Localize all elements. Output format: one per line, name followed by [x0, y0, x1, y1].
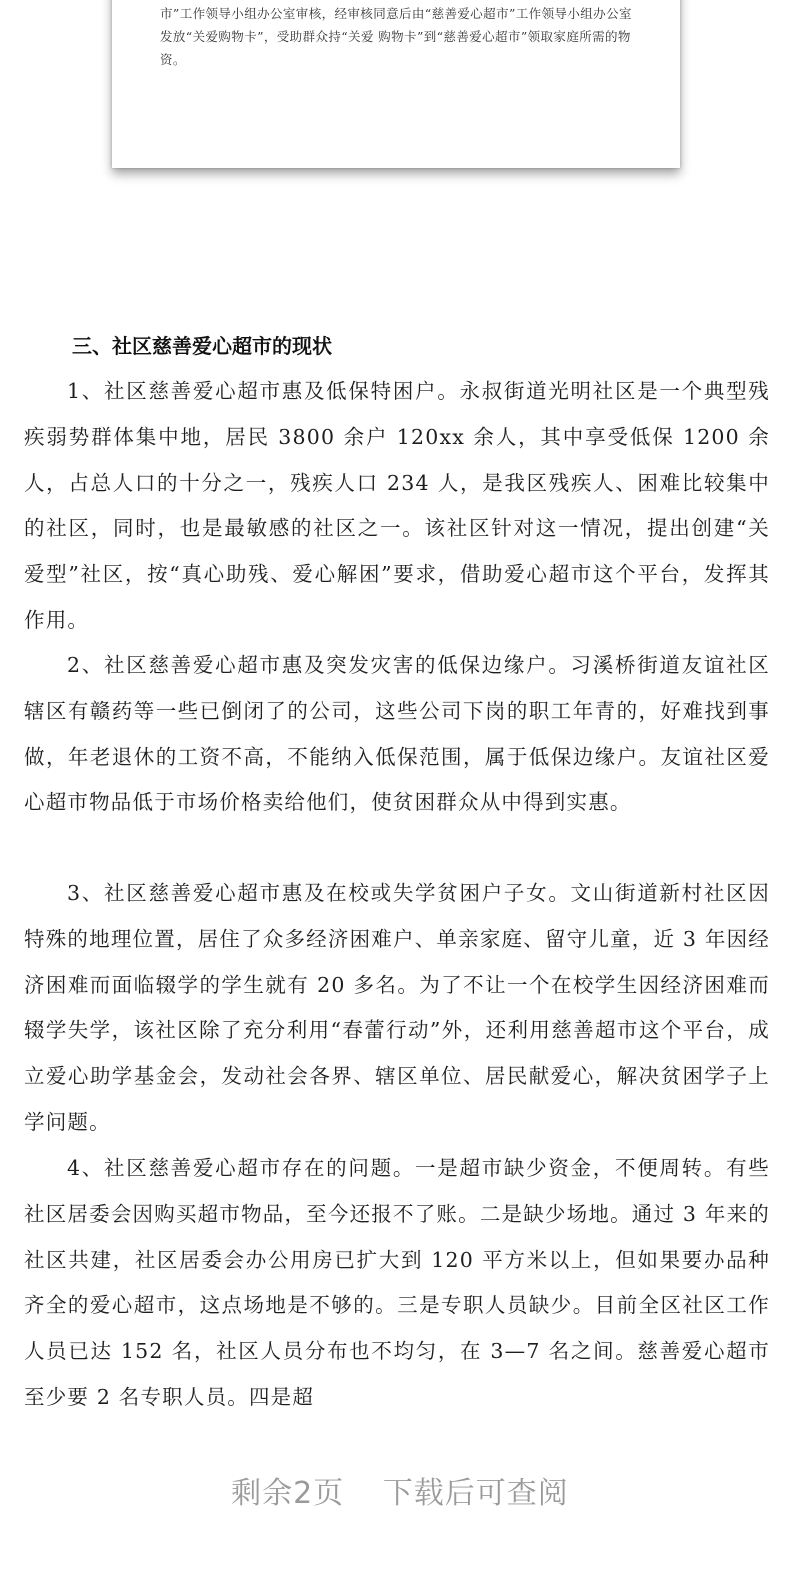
paragraph: 2、社区慈善爱心超市惠及突发灾害的低保边缘户。习溪桥街道友谊社区辖区有赣药等一些已倒闭了的公司，这些公司下岗的职工年青的，好难找到事做，年老退休的工资不高，不能纳入低保范围，属于低保边缘户。友谊社区爱心超市物品低于市场价格卖给他们，使贫困群众从中得到实惠。 [24, 653, 770, 815]
paragraph: 1、社区慈善爱心超市惠及低保特困户。永叔街道光明社区是一个典型残疾弱势群体集中地，居民 3800 余户 120xx 余人，其中享受低保 1200 余人，占总人口的十分之一，残疾人口 234 人，是我区残疾人、困难比较集中的社区，同时，也是最敏感的社区之一。该社区针对这一情况，提出创建“关爱型”社区，按“真心助残、爱心解困”要求，借助爱心超市这个平台，发挥其作用。 [24, 379, 770, 632]
paragraph: 3、社区慈善爱心超市惠及在校或失学贫困户子女。文山街道新村社区因特殊的地理位置，居住了众多经济困难户、单亲家庭、留守儿童，近 3 年因经济困难而面临辍学的学生就有 20 多名。为了不让一个在校学生因经济困难而辍学失学，该社区除了充分利用“春蕾行动”外，还利用慈善超市这个平台，成立爱心助学基金会，发动社会各界、辖区单位、居民献爱心，解决贫困学子上学问题。 [24, 881, 770, 1134]
card-text: 市”工作领导小组办公室审核，经审核同意后由“慈善爱心超市”工作领导小组办公室发放“关爱购物卡”，受助群众持“关爱 购物卡”到“慈善爱心超市”领取家庭所需的物资。 [160, 6, 632, 67]
page-preview-card [112, 0, 680, 168]
download-prompt[interactable] [0, 1468, 800, 1512]
section-heading: 三、社区慈善爱心超市的现状 [72, 334, 332, 358]
remaining-pages-text[interactable]: 剩余2页 [231, 1476, 345, 1511]
paragraph: 4、社区慈善爱心超市存在的问题。一是超市缺少资金，不便周转。有些社区居委会因购买超市物品，至今还报不了账。二是缺少场地。通过 3 年来的社区共建，社区居委会办公用房已扩大到 120 平方米以上，但如果要办品种齐全的爱心超市，这点场地是不够的。三是专职人员缺少。目前全区社区工作人员已达 152 名，社区人员分布也不均匀，在 3—7 名之间。慈善爱心超市至少要 2 名专职人员。四是超 [24, 1156, 770, 1409]
download-to-view-text[interactable]: 下载后可查阅 [382, 1476, 569, 1511]
